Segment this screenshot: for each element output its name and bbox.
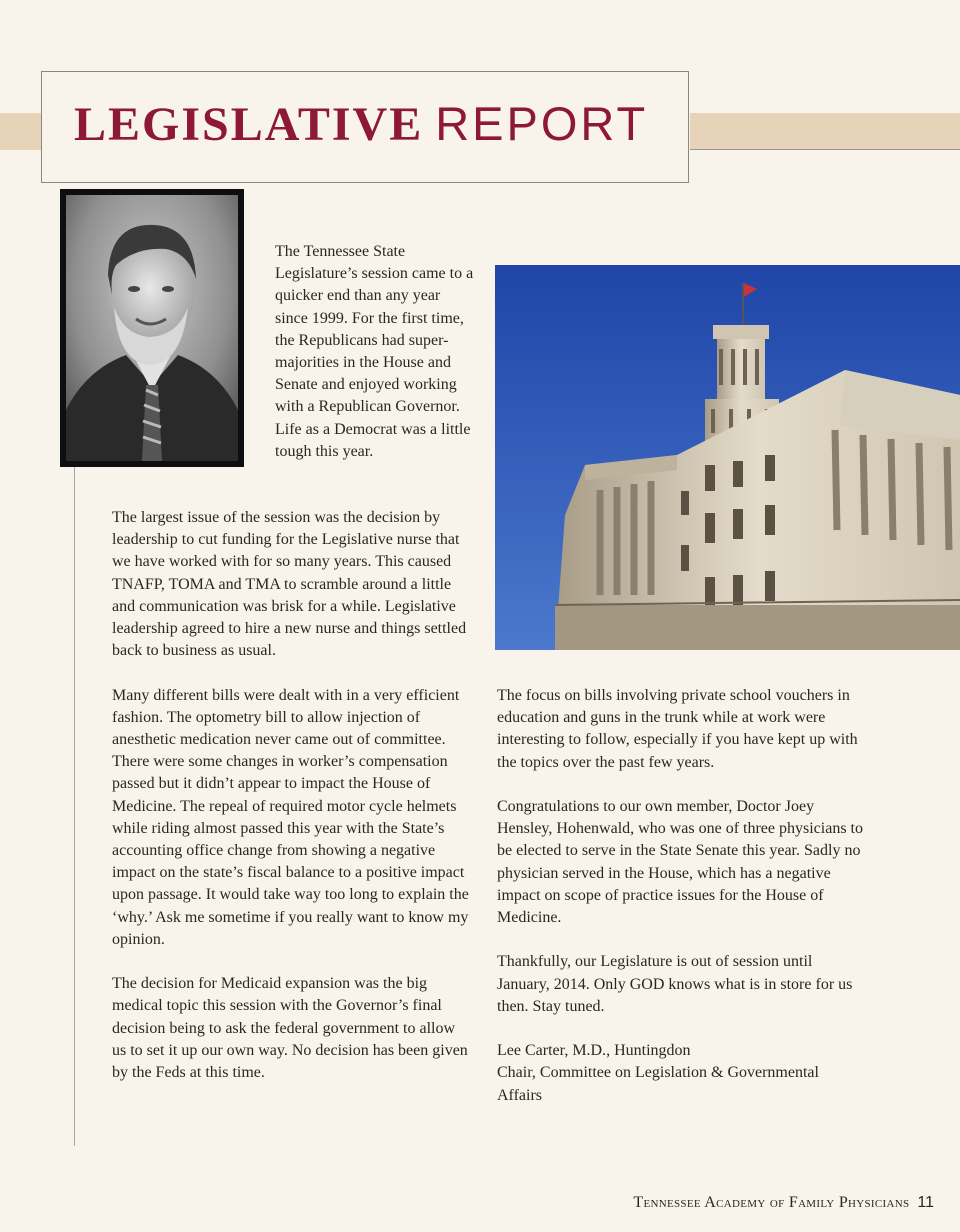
intro-paragraph: The Tennessee State Legislature’s session came to a quicker end than any year since 1999. For the first time, the Republicans had super-majorities in the House and Senate and enjoyed working with a Republican Governor. Life as a Democrat was a little tough this year. bbox=[275, 243, 474, 460]
title-word-legislative: LEGISLATIVE bbox=[74, 98, 424, 151]
author-portrait-image bbox=[66, 195, 238, 461]
footer-organization: Tennessee Academy of Family Physicians bbox=[633, 1194, 910, 1211]
page-number: 11 bbox=[917, 1194, 934, 1211]
paragraph-session-end: Thankfully, our Legislature is out of session until January, 2014. Only GOD knows what is in store for us then. Stay tuned. bbox=[497, 953, 853, 1015]
paragraph-vouchers: The focus on bills involving private school vouchers in education and guns in the trunk while at work were interesting to follow, especially if you have kept up with the topics over the past few years. bbox=[497, 687, 858, 771]
title-word-report: REPORT bbox=[435, 97, 649, 150]
column-divider-line bbox=[74, 466, 75, 1146]
page-footer bbox=[633, 1194, 934, 1212]
paragraph-nurse-funding: The largest issue of the session was the decision by leadership to cut funding for the Legislative nurse that we have worked with for so many years. This caused TNAFP, TOMA and TMA to scramble around a little and communication was brisk for a while. Legislative leadership agreed to hire a new nurse and things settled back to business as usual. bbox=[112, 509, 467, 660]
signature-title: Chair, Committee on Legislation & Governmental Affairs bbox=[497, 1064, 819, 1104]
capitol-building-photo bbox=[495, 265, 960, 650]
signature bbox=[497, 1040, 867, 1107]
paragraph-medicaid: The decision for Medicaid expansion was the big medical topic this session with the Governor’s final decision being to ask the federal government to allow us to set it up our own way. No decision has been given by the Feds at this time. bbox=[112, 975, 468, 1082]
author-portrait bbox=[60, 189, 244, 467]
paragraph-congratulations: Congratulations to our own member, Doctor Joey Hensley, Hohenwald, who was one of three physicians to be elected to serve in the State Senate this year. Sadly no physician served in the House, which has a negative impact on scope of practice issues for the House of Medicine. bbox=[497, 798, 863, 927]
capitol-building-image bbox=[495, 265, 960, 650]
page-title bbox=[74, 96, 648, 153]
right-column bbox=[497, 685, 867, 1107]
left-column bbox=[112, 507, 472, 1106]
header-band-left bbox=[0, 113, 42, 150]
title-box bbox=[41, 71, 689, 183]
header-band-right bbox=[690, 113, 960, 150]
signature-name: Lee Carter, M.D., Huntingdon bbox=[497, 1042, 691, 1060]
paragraph-bills: Many different bills were dealt with in a very efficient fashion. The optometry bill to allow injection of anesthetic medication never came out of committee. There were some changes in worker’s compensation passed but it didn’t appear to impact the House of Medicine. The repeal of required motor cycle helmets while riding almost passed this year with the State’s accounting office change from showing a negative impact on the state’s fiscal balance to a positive impact upon passage. It would take way too long to explain the ‘why.’ Ask me sometime if you really want to know my opinion. bbox=[112, 686, 469, 948]
